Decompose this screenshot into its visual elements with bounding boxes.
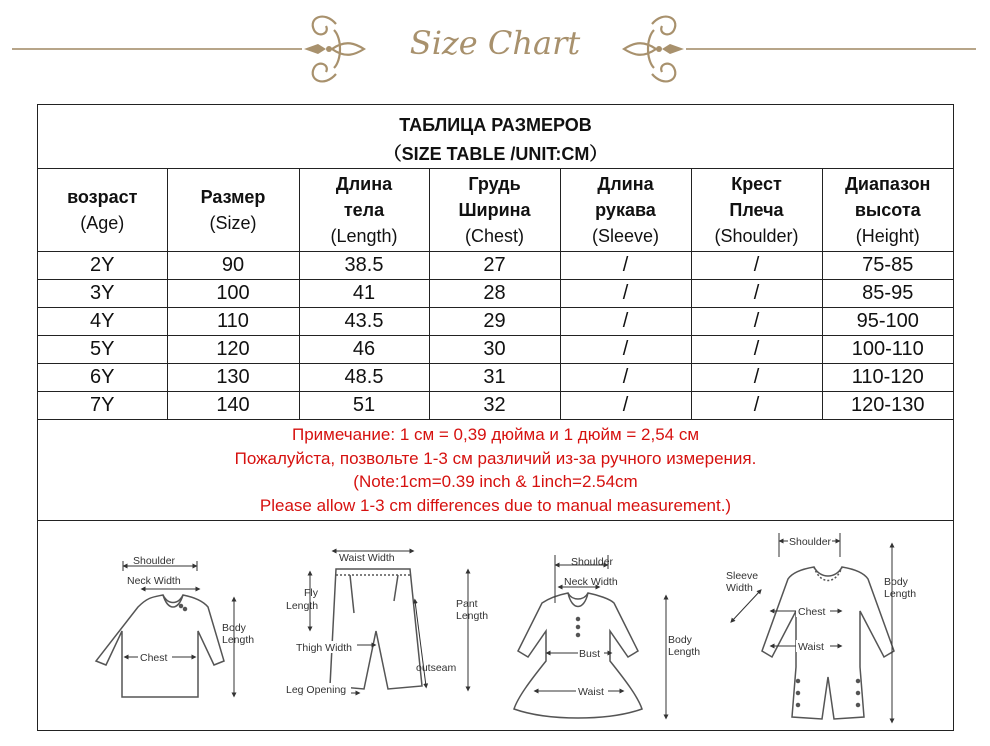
cell-height: 95-100 <box>822 307 953 335</box>
column-header-size: Размер (Size) <box>167 169 299 251</box>
cell-size: 110 <box>167 307 299 335</box>
pants-outseam-label: outseam <box>416 662 457 674</box>
cell-age: 5Y <box>38 335 167 363</box>
column-header-length: Длина тела (Length) <box>299 169 429 251</box>
cell-height: 75-85 <box>822 251 953 279</box>
pants-waist-label: Waist Width <box>339 552 395 564</box>
page-title: Size Chart <box>409 24 581 62</box>
note-line-4: Please allow 1-3 cm differences due to manual measurement.) <box>259 495 732 515</box>
cell-chest: 29 <box>429 307 560 335</box>
table-row <box>38 251 953 279</box>
column-header-sleeve: Длина рукава (Sleeve) <box>560 169 691 251</box>
size-chart-header <box>0 0 990 100</box>
cell-length: 46 <box>299 335 429 363</box>
romper-body-label-2: Length <box>884 588 917 600</box>
header-line-right <box>686 48 976 50</box>
cell-sleeve: / <box>560 363 691 391</box>
note-line-2: Пожалуйста, позвольте 1-3 см различий из-за ручного измерения. <box>234 448 757 468</box>
cell-length: 38.5 <box>299 251 429 279</box>
pants-fly-label-2: Length <box>286 600 319 612</box>
note-line-1: Примечание: 1 см = 0,39 дюйма и 1 дюйм = 2,54 см <box>291 425 700 444</box>
romper-waist-label: Waist <box>798 641 824 653</box>
cell-size: 100 <box>167 279 299 307</box>
table-title-ru: ТАБЛИЦА РАЗМЕРОВ <box>399 115 592 135</box>
measurement-notes <box>38 419 953 521</box>
cell-sleeve: / <box>560 391 691 419</box>
column-header-height: Диапазон высота (Height) <box>822 169 953 251</box>
cell-shoulder: / <box>691 307 822 335</box>
cell-length: 43.5 <box>299 307 429 335</box>
table-row <box>38 363 953 391</box>
column-header-age: возраст (Age) <box>38 169 167 251</box>
cell-chest: 30 <box>429 335 560 363</box>
cell-size: 120 <box>167 335 299 363</box>
pants-fly-label-1: Fly <box>304 587 318 599</box>
shirt-chest-label: Chest <box>140 652 168 664</box>
cell-length: 41 <box>299 279 429 307</box>
table-row <box>38 307 953 335</box>
cell-length: 48.5 <box>299 363 429 391</box>
cell-age: 7Y <box>38 391 167 419</box>
shirt-body-label-1: Body <box>222 622 246 634</box>
pants-thigh-label: Thigh Width <box>296 642 353 654</box>
column-header-chest: Грудь Ширина (Chest) <box>429 169 560 251</box>
cell-shoulder: / <box>691 279 822 307</box>
cell-sleeve: / <box>560 251 691 279</box>
romper-sleeve-label-1: Sleeve <box>726 570 759 582</box>
table-row <box>38 279 953 307</box>
dress-shoulder-label: Shoulder <box>571 556 614 568</box>
shirt-shoulder-label: Shoulder <box>133 555 176 567</box>
pants-leg-label: Leg Opening <box>286 684 347 696</box>
cell-chest: 32 <box>429 391 560 419</box>
cell-sleeve: / <box>560 279 691 307</box>
cell-size: 140 <box>167 391 299 419</box>
pants-pant-label-2: Length <box>456 610 489 622</box>
cell-height: 85-95 <box>822 279 953 307</box>
dress-body-label-2: Length <box>668 646 701 658</box>
cell-sleeve: / <box>560 335 691 363</box>
pants-diagram-icon <box>330 569 422 689</box>
cell-age: 6Y <box>38 363 167 391</box>
romper-chest-label: Chest <box>798 606 826 618</box>
column-header-shoulder: Крест Плеча (Shoulder) <box>691 169 822 251</box>
dress-body-label-1: Body <box>668 634 692 646</box>
cell-sleeve: / <box>560 307 691 335</box>
pants-pant-label-1: Pant <box>456 598 478 610</box>
cell-age: 3Y <box>38 279 167 307</box>
cell-size: 90 <box>167 251 299 279</box>
measurement-diagrams-svg <box>38 521 953 730</box>
shirt-neck-label: Neck Width <box>127 575 181 587</box>
cell-shoulder: / <box>691 335 822 363</box>
measurement-diagrams <box>38 521 953 730</box>
dress-waist-label: Waist <box>578 686 604 698</box>
cell-chest: 28 <box>429 279 560 307</box>
cell-shoulder: / <box>691 363 822 391</box>
dress-neck-label: Neck Width <box>564 576 618 588</box>
table-title-en: （SIZE TABLE /UNIT:CM） <box>383 144 608 164</box>
shirt-diagram-icon <box>96 595 224 697</box>
table-heading <box>38 105 953 169</box>
cell-shoulder: / <box>691 391 822 419</box>
romper-body-label-1: Body <box>884 576 908 588</box>
cell-chest: 27 <box>429 251 560 279</box>
ornament-right-icon <box>622 4 692 94</box>
note-line-3: (Note:1cm=0.39 inch & 1inch=2.54cm <box>353 472 638 491</box>
table-row <box>38 391 953 419</box>
cell-height: 100-110 <box>822 335 953 363</box>
cell-length: 51 <box>299 391 429 419</box>
romper-sleeve-label-2: Width <box>726 582 753 594</box>
romper-shoulder-label: Shoulder <box>789 536 832 548</box>
cell-shoulder: / <box>691 251 822 279</box>
ornament-left-icon <box>296 4 366 94</box>
dress-bust-label: Bust <box>579 648 601 660</box>
cell-age: 4Y <box>38 307 167 335</box>
header-line-left <box>12 48 302 50</box>
cell-height: 110-120 <box>822 363 953 391</box>
table-row <box>38 335 953 363</box>
size-table <box>38 169 953 420</box>
size-table-frame <box>37 104 954 731</box>
cell-chest: 31 <box>429 363 560 391</box>
table-header-row <box>38 169 953 251</box>
cell-height: 120-130 <box>822 391 953 419</box>
shirt-body-label-2: Length <box>222 634 255 646</box>
cell-age: 2Y <box>38 251 167 279</box>
cell-size: 130 <box>167 363 299 391</box>
